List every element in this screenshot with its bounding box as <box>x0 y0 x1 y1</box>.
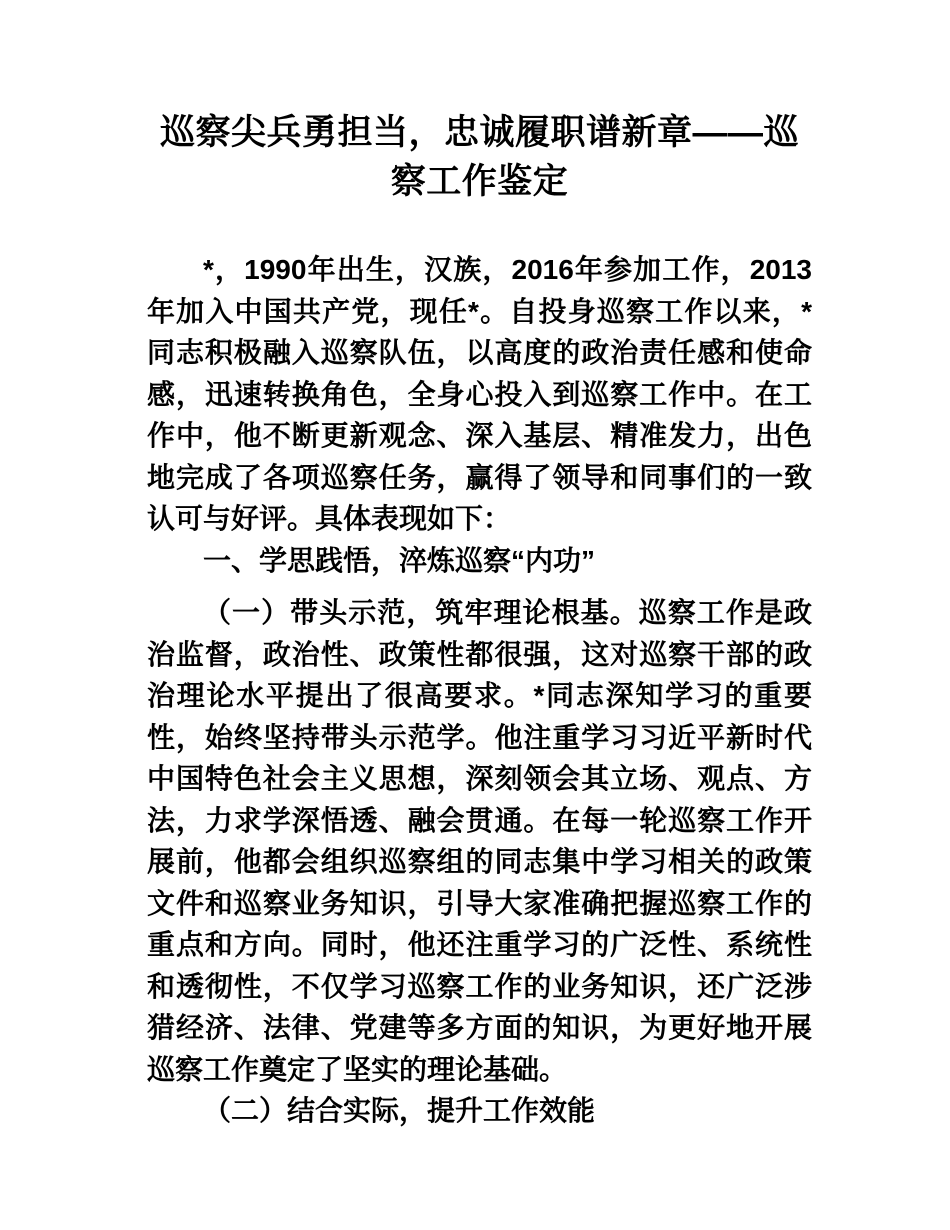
section-heading-one: 一、学思践悟，淬炼巡察“内功” <box>203 544 596 576</box>
page-title: 巡察尖兵勇担当，忠诚履职谱新章——巡察工作鉴定 <box>159 113 799 201</box>
document-content-column <box>147 0 812 1132</box>
intro-paragraph: *，1990年出生，汉族，2016年参加工作，2013年加入中国共产党，现任*。自投身巡察工作以来，*同志积极融入巡察队伍，以高度的政治责任感和使命感，迅速转换角色，全身心投入到巡察工作中。在工作中，他不断更新观念、深入基层、精准发力，出色地完成了各项巡察任务，赢得了领导和同事们的一致认可与好评。具体表现如下： <box>147 254 812 534</box>
subsection-heading-two: （二）结合实际，提升工作效能 <box>203 1095 596 1126</box>
subsection-one-paragraph: （一）带头示范，筑牢理论根基。巡察工作是政治监督，政治性、政策性都很强，这对巡察干部的政治理论水平提出了很高要求。*同志深知学习的重要性，始终坚持带头示范学。他注重学习习近平新时代中国特色社会主义思想，深刻领会其立场、观点、方法，力求学深悟透、融会贯通。在每一轮巡察工作开展前，他都会组织巡察组的同志集中学习相关的政策文件和巡察业务知识，引导大家准确把握巡察工作的重点和方向。同时，他还注重学习的广泛性、系统性和透彻性，不仅学习巡察工作的业务知识，还广泛涉猎经济、法律、党建等多方面的知识，为更好地开展巡察工作奠定了坚实的理论基础。 <box>147 597 812 1085</box>
